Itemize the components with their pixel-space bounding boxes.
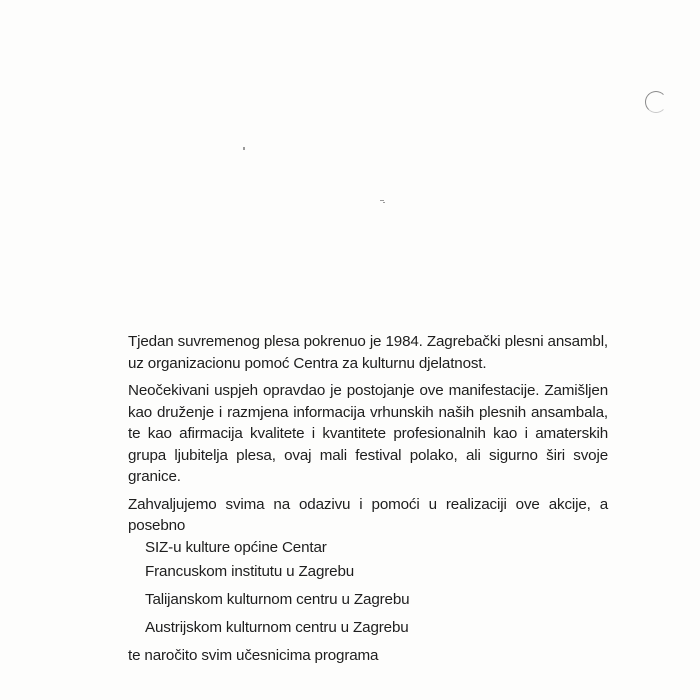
intro-paragraph: Tjedan suvremenog plesa pokrenuo je 1984. Zagrebački plesni ansambl, uz organizacionu pomoć Centra za kulturnu djelatnost. [128, 333, 608, 372]
punch-hole-mark [645, 91, 667, 113]
thanks-item: SIZ-u kulture općine Centar [145, 538, 327, 556]
thanks-item: Austrijskom kulturnom centru u Zagrebu [145, 618, 409, 636]
body-text [128, 331, 608, 666]
closing-line: te naročito svim učesnicima programa [128, 646, 379, 664]
thanks-list [128, 537, 608, 639]
thanks-paragraph: Zahvaljujemo svima na odazivu i pomoći u realizaciji ove akcije, a posebno [128, 495, 608, 534]
paper-speck [380, 200, 384, 201]
thanks-item: Talijanskom kulturnom centru u Zagrebu [145, 590, 410, 608]
success-paragraph: Neočekivani uspjeh opravdao je postojanje ove manifestacije. Zamišljen kao druženje i razmjena informacija vrhunskih naših plesnih ansambala, te kao afirmacija kvalitete i kvantitete profesionalnih kao i amaterskih grupa ljubitelja plesa, ovaj mali festival polako, ali sigurno širi svoje granice. [128, 382, 608, 485]
paper-speck [383, 202, 385, 203]
paper-speck [243, 147, 245, 150]
thanks-item: Francuskom institutu u Zagrebu [145, 562, 355, 580]
